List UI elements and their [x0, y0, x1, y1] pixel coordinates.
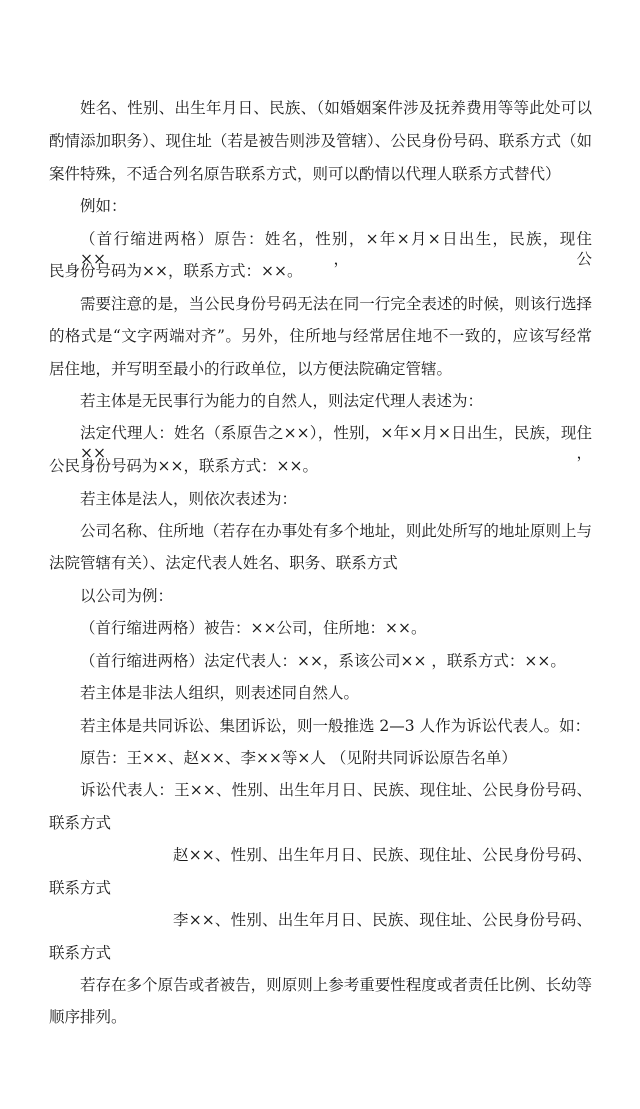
text-line: 案件特殊，不适合列名原告联系方式，则可以酌情以代理人联系方式替代） — [49, 165, 561, 183]
text-line: 若主体是非法人组织，则表述同自然人。 — [80, 684, 360, 702]
text-line: （首行缩进两格）被告：××公司，住所地：××。 — [80, 619, 427, 637]
text-line: 若主体是共同诉讼、集团诉讼，则一般推选 2—3 人作为诉讼代表人。如： — [80, 717, 591, 735]
text-line: 原告：王××、赵××、李××等×人 （见附共同诉讼原告名单） — [80, 749, 517, 767]
text-line: 顺序排列。 — [49, 1008, 127, 1026]
text-line: 法定代理人：姓名（系原告之××），性别，×年×月×日出生，民族，现住××， — [80, 424, 592, 462]
text-line: 需要注意的是，当公民身份号码无法在同一行完全表述的时候，则该行选择 — [80, 295, 592, 313]
text-line: 若主体是法人，则依次表述为： — [80, 490, 298, 508]
text-line: 联系方式 — [49, 944, 112, 962]
text-line: 李××、性别、出生年月日、民族、现住址、公民身份号码、 — [173, 911, 592, 929]
text-line: 联系方式 — [49, 814, 112, 832]
text-line: （首行缩进两格）法定代表人：××，系该公司×× ，联系方式：××。 — [80, 652, 566, 670]
text-line: 居住地，并写明至最小的行政单位，以方便法院确定管辖。 — [49, 360, 453, 378]
text-line: 公司名称、住所地（若存在办事处有多个地址，则此处所写的地址原则上与 — [80, 522, 592, 540]
text-line: 若主体是无民事行为能力的自然人，则法定代理人表述为： — [80, 392, 484, 410]
text-line: 若存在多个原告或者被告，则原则上参考重要性程度或者责任比例、长幼等 — [80, 976, 592, 994]
text-line: 民身份号码为××，联系方式：××。 — [49, 262, 303, 280]
text-line: 以公司为例： — [80, 587, 174, 605]
text-line: 的格式是“文字两端对齐”。另外，住所地与经常居住地不一致的，应该写经常 — [49, 327, 592, 345]
text-line: 姓名、性别、出生年月日、民族、（如婚姻案件涉及抚养费用等等此处可以 — [80, 99, 592, 117]
text-line: 酌情添加职务）、现住址（若是被告则涉及管辖）、公民身份号码、联系方式（如 — [49, 132, 592, 150]
text-line: 联系方式 — [49, 879, 112, 897]
text-line: （首行缩进两格）原告：姓名，性别，×年×月×日出生，民族，现住××，公 — [80, 230, 592, 268]
text-line: 法院管辖有关）、法定代表人姓名、职务、联系方式 — [49, 554, 398, 572]
text-line: 诉讼代表人：王××、性别、出生年月日、民族、现住址、公民身份号码、 — [80, 781, 592, 799]
text-line: 例如： — [80, 197, 127, 215]
text-line: 赵××、性别、出生年月日、民族、现住址、公民身份号码、 — [173, 846, 592, 864]
text-line: 公民身份号码为××，联系方式：××。 — [49, 457, 318, 475]
